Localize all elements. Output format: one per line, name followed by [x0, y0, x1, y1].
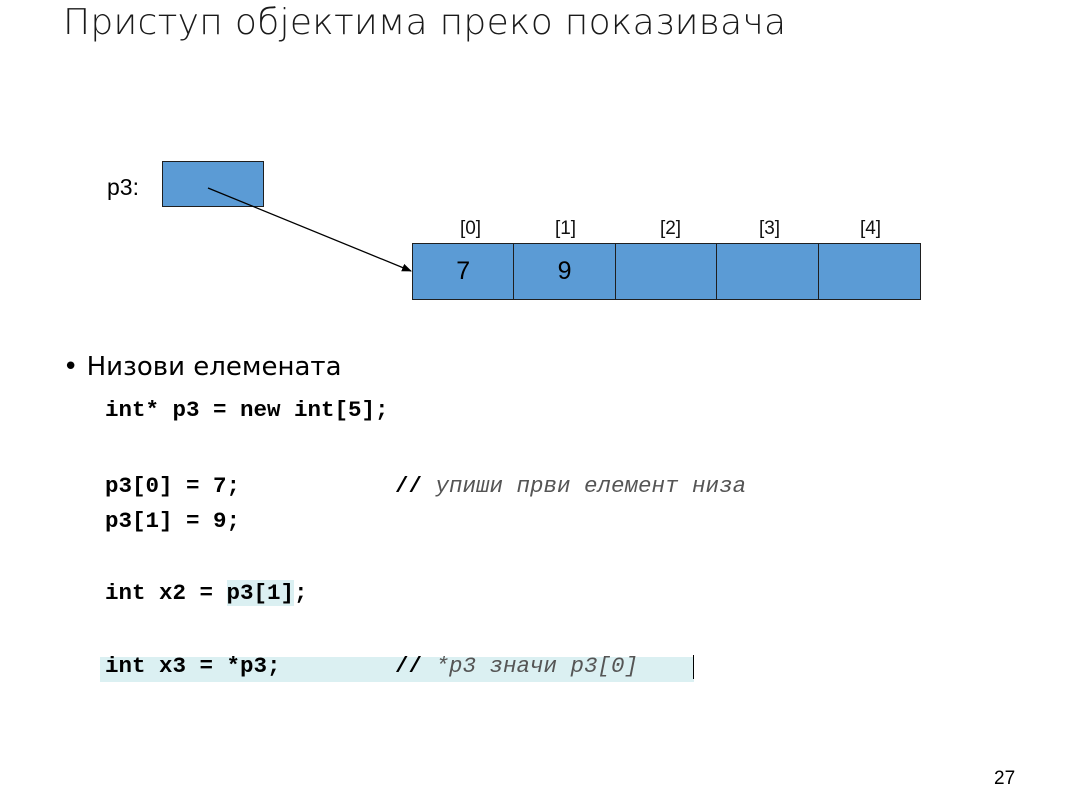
code-line-4-prefix: int x2 =	[105, 580, 227, 606]
code-line-4-suffix: ;	[294, 580, 308, 606]
array-index-1: [1]	[554, 218, 577, 239]
comment-slashes: //	[395, 473, 423, 499]
array-index-2: [2]	[659, 218, 682, 239]
bullet-heading: • Низови елемената	[63, 352, 342, 382]
code-comment-2	[395, 653, 638, 679]
code-line-4	[105, 580, 308, 606]
array-index-0: [0]	[459, 218, 482, 239]
slide-title: Приступ објектима преко показивача	[63, 2, 787, 43]
pointer-label: p3:	[107, 174, 139, 200]
comment-slashes: //	[395, 653, 423, 679]
array-index-4: [4]	[859, 218, 882, 239]
text-cursor	[693, 655, 694, 679]
page-number: 27	[994, 768, 1016, 789]
code-line-3: p3[1] = 9;	[105, 508, 241, 534]
array-cell-0: 7	[413, 244, 514, 299]
comment-text: упиши први елемент низа	[422, 473, 747, 499]
code-highlight: p3[1]	[226, 580, 295, 606]
comment-text: *p3 значи p3[0]	[422, 653, 639, 679]
code-comment-1	[395, 473, 746, 499]
array-index-3: [3]	[758, 218, 781, 239]
code-line-5: int x3 = *p3;	[105, 653, 281, 679]
code-line-2: p3[0] = 7;	[105, 473, 241, 499]
array-cell-1: 9	[514, 244, 615, 299]
code-line-1: int* p3 = new int[5];	[105, 397, 389, 423]
